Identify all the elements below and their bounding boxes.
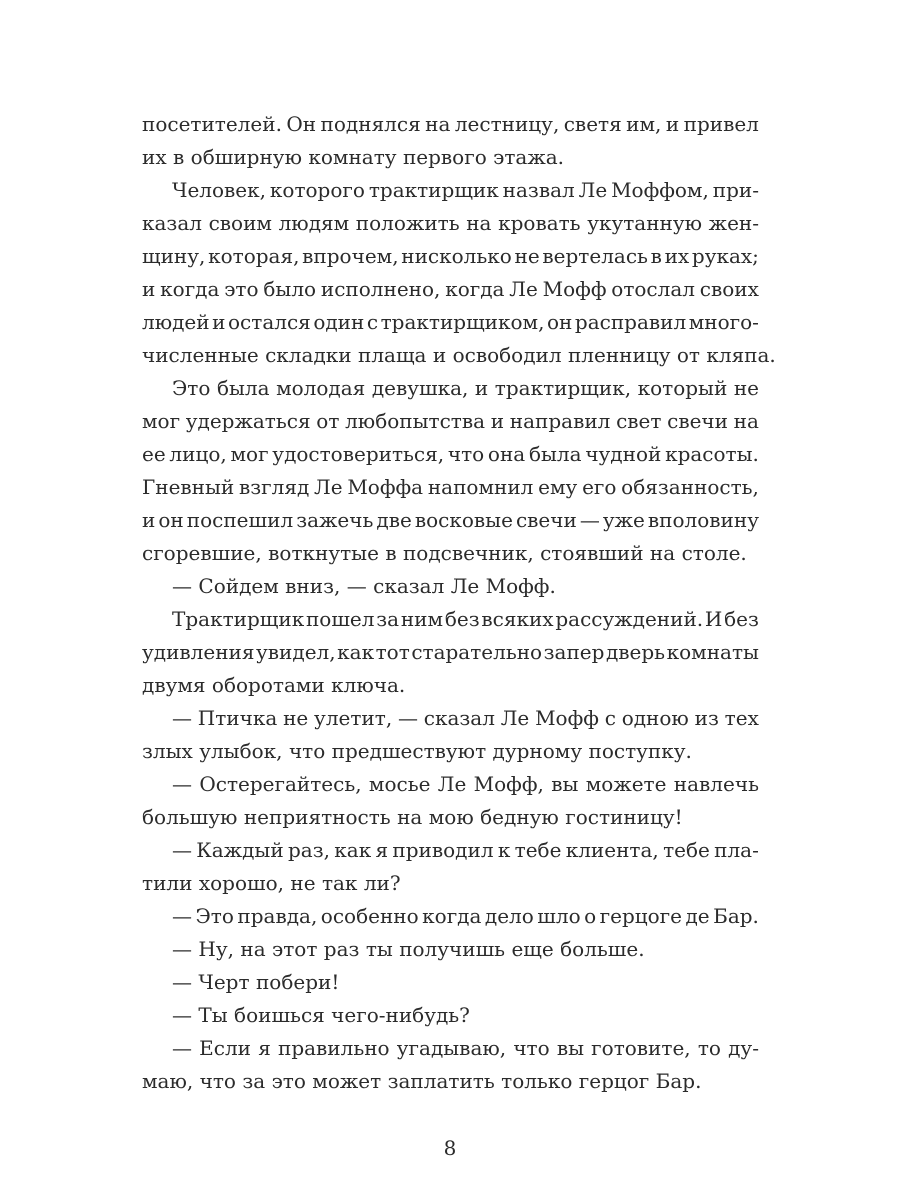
text-line: — Сойдем вниз, — сказал Ле Мофф. — [172, 574, 556, 598]
text-line: Это была молодая девушка, и трактирщик, который не — [172, 376, 759, 400]
text-line: — Птичка не улетит, — сказал Ле Мофф с одною из тех — [172, 706, 759, 730]
text-line: казал своим людям положить на кровать укутанную жен- — [142, 211, 759, 235]
text-line: мог удержаться от любопытства и направил свет свечи на — [142, 409, 759, 433]
text-line: сгоревшие, воткнутые в подсвечник, стоявший на столе. — [142, 541, 747, 565]
text-line: — Если я правильно угадываю, что вы готовите, то ду- — [172, 1036, 759, 1060]
text-line: удивления увидел, как тот старательно запер дверь комнаты — [142, 640, 759, 664]
text-line: маю, что за это может заплатить только герцог Бар. — [142, 1069, 702, 1093]
text-line: двумя оборотами ключа. — [142, 673, 406, 697]
text-line: посетителей. Он поднялся на лестницу, светя им, и привел — [142, 112, 759, 136]
page-number: 8 — [443, 1136, 457, 1160]
text-line: щину, которая, впрочем, нисколько не вертелась в их руках; — [142, 244, 759, 268]
text-line: злых улыбок, что предшествуют дурному поступку. — [142, 739, 692, 763]
text-line: Человек, которого трактирщик назвал Ле Моффом, при- — [172, 178, 759, 202]
text-line: — Это правда, особенно когда дело шло о герцоге де Бар. — [172, 904, 759, 928]
text-line: и он поспешил зажечь две восковые свечи — уже вполовину — [142, 508, 759, 532]
body-text — [142, 108, 776, 1098]
text-line: — Каждый раз, как я приводил к тебе клиента, тебе пла- — [172, 838, 759, 862]
text-line: численные складки плаща и освободил пленницу от кляпа. — [142, 343, 776, 367]
text-line: — Ты боишься чего-нибудь? — [172, 1003, 470, 1027]
text-line: Гневный взгляд Ле Моффа напомнил ему его обязанность, — [142, 475, 759, 499]
text-line: Трактирщик пошел за ним без всяких рассуждений. И без — [172, 607, 759, 631]
text-line: большую неприятность на мою бедную гостиницу! — [142, 805, 683, 829]
text-line: их в обширную комнату первого этажа. — [142, 145, 565, 169]
text-line: — Остерегайтесь, мосье Ле Мофф, вы можете навлечь — [172, 772, 759, 796]
text-line: тили хорошо, не так ли? — [142, 871, 401, 895]
text-line: — Ну, на этот раз ты получишь еще больше. — [172, 937, 645, 961]
text-line: — Черт побери! — [172, 970, 340, 994]
text-line: и когда это было исполнено, когда Ле Мофф отослал своих — [142, 277, 759, 301]
text-line: ее лицо, мог удостовериться, что она была чудной красоты. — [142, 442, 759, 466]
text-line: людей и остался один с трактирщиком, он расправил много- — [142, 310, 759, 334]
